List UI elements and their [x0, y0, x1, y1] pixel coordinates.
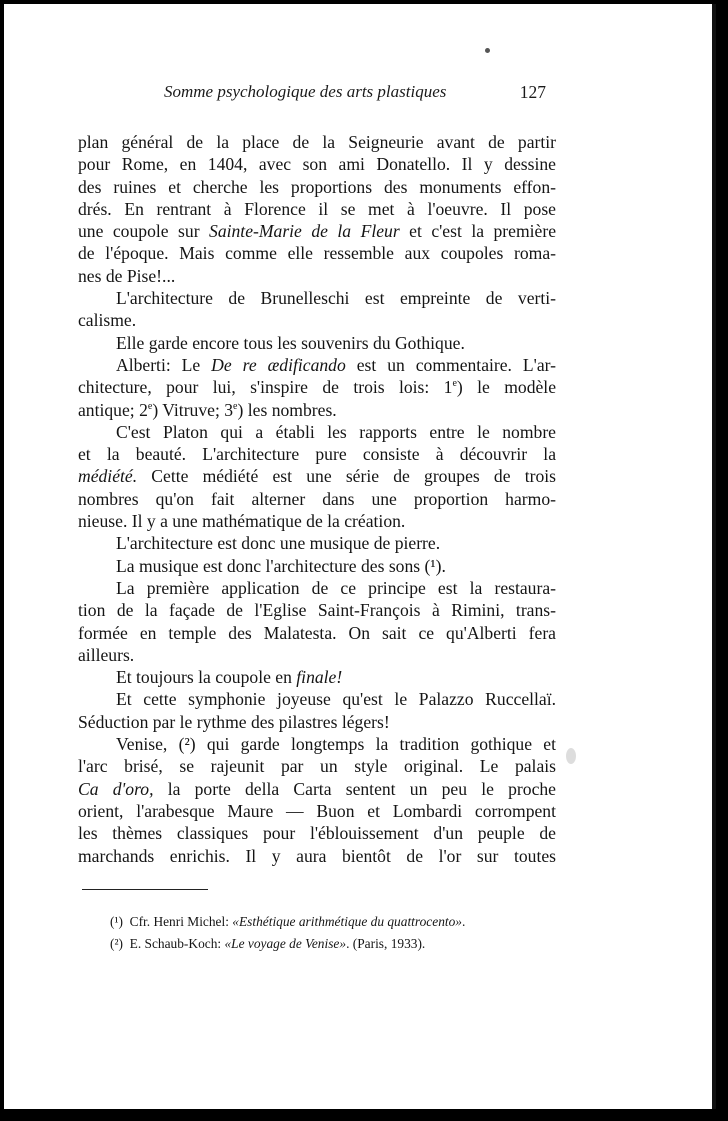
text-line: les thèmes classiques pour l'éblouissement d'un peuple de: [78, 823, 556, 844]
text-run: .: [462, 914, 466, 929]
text-line: drés. En rentrant à Florence il se met à l'oeuvre. Il pose: [78, 198, 556, 219]
text-line: nombres qu'on fait alterner dans une proportion harmo-: [78, 488, 556, 509]
text-line: Venise, (²) qui garde longtemps la tradition gothique et: [116, 734, 556, 755]
text-run: Et toujours la coupole en: [116, 667, 297, 688]
footnote-2: [110, 933, 570, 955]
text-run: Cette médiété est une série de groupes de trois: [137, 466, 556, 487]
print-speck: [485, 48, 490, 53]
italic-title: Sainte-Marie de la Fleur: [209, 221, 400, 242]
text-line: [78, 778, 556, 800]
text-line: plan général de la place de la Seigneurie avant de partir: [78, 132, 556, 152]
text-line: l'arc brisé, se rajeunit par un style original. Le palais: [78, 756, 556, 777]
paragraph-11: [78, 733, 556, 867]
text-run: Alberti: Le: [116, 354, 212, 375]
text-line: [78, 354, 556, 376]
text-line: [78, 376, 556, 398]
paper-smudge: [566, 748, 576, 764]
text-line: Et cette symphonie joyeuse qu'est le Palazzo Ruccellaï.: [116, 689, 556, 710]
paragraph-2: [78, 287, 556, 332]
text-line: ailleurs.: [78, 644, 135, 665]
paragraph-1: [78, 131, 556, 287]
ordinal-superscript: e: [147, 400, 153, 412]
text-run: Cfr. Henri Michel:: [129, 914, 233, 929]
ordinal-superscript: e: [452, 378, 457, 390]
paragraph-3: [78, 332, 556, 354]
paragraph-7: [78, 555, 556, 577]
text-run: . (Paris, 1933).: [346, 936, 426, 951]
italic-term: médiété.: [78, 466, 138, 487]
paragraph-4: [78, 354, 556, 421]
text-line: La première application de ce principe est la restaura-: [116, 577, 556, 598]
text-line: orient, l'arabesque Maure — Buon et Lombardi corrompent: [78, 800, 556, 821]
ordinal-superscript: e: [233, 400, 238, 412]
text-run: antique; 2: [78, 399, 148, 420]
text-run: E. Schaub-Koch:: [129, 936, 225, 951]
footnotes: [110, 911, 570, 955]
page-number: 127: [519, 82, 546, 102]
running-head: Somme psychologique des arts plastiques: [164, 82, 447, 101]
text-line: [78, 465, 556, 487]
text-line: L'architecture de Brunelleschi est empreinte de verti-: [116, 288, 556, 309]
footnote-rule: [82, 889, 208, 890]
text-line: marchands enrichis. Il y aura bientôt de l'or sur toutes: [78, 845, 556, 866]
text-line: L'architecture est donc une musique de pierre.: [116, 533, 441, 554]
text-line: [78, 220, 556, 242]
paragraph-9: [78, 666, 556, 688]
text-line: nieuse. Il y a une mathématique de la création.: [78, 511, 406, 532]
text-run: est un commentaire. L'ar-: [345, 354, 556, 375]
page-sheet: [4, 4, 716, 1109]
text-line: des ruines et cherche les proportions des monuments effon-: [78, 176, 556, 197]
text-run: ) Vitruve; 3: [152, 399, 234, 420]
text-run: et c'est la première: [399, 221, 557, 242]
text-line: et la beauté. L'architecture pure consiste à découvrir la: [78, 444, 556, 465]
text-line: [78, 666, 556, 688]
text-run: ) le modèle: [456, 377, 557, 398]
text-line: La musique est donc l'architecture des sons (¹).: [116, 555, 446, 576]
text-run: une coupole sur: [78, 221, 210, 242]
paragraph-6: [78, 532, 556, 554]
body-text: [78, 131, 556, 867]
paragraph-5: [78, 421, 556, 532]
text-line: nes de Pise!...: [78, 265, 176, 286]
text-line: [78, 399, 556, 421]
text-line: C'est Platon qui a établi les rapports entre le nombre: [116, 421, 556, 442]
text-line: calisme.: [78, 310, 137, 331]
footnote-mark: (²): [110, 936, 123, 951]
text-run: ) les nombres.: [237, 399, 337, 420]
footnote-1: [110, 911, 570, 933]
text-line: Séduction par le rythme des pilastres légers!: [78, 711, 390, 732]
text-run: la porte della Carta sentent un peu le proche: [153, 778, 556, 799]
footnote-mark: (¹): [110, 914, 123, 929]
italic-title: Ca d'oro,: [78, 778, 154, 799]
text-line: Elle garde encore tous les souvenirs du Gothique.: [116, 332, 465, 353]
text-line: tion de la façade de l'Eglise Saint-François à Rimini, trans-: [78, 600, 556, 621]
italic-term: finale!: [296, 667, 343, 688]
paragraph-8: [78, 577, 556, 666]
text-run: chitecture, pour lui, s'inspire de trois lois: 1: [78, 377, 453, 398]
text-line: pour Rome, en 1404, avec son ami Donatello. Il y dessine: [78, 154, 556, 175]
italic-title: De re ædificando: [211, 354, 346, 375]
italic-title: «Le voyage de Venise»: [224, 936, 347, 951]
text-line: de l'époque. Mais comme elle ressemble aux coupoles roma-: [78, 243, 556, 264]
italic-title: «Esthétique arithmétique du quattrocento»: [232, 914, 462, 929]
paragraph-10: [78, 688, 556, 733]
text-line: formée en temple des Malatesta. On sait ce qu'Alberti fera: [78, 622, 556, 643]
